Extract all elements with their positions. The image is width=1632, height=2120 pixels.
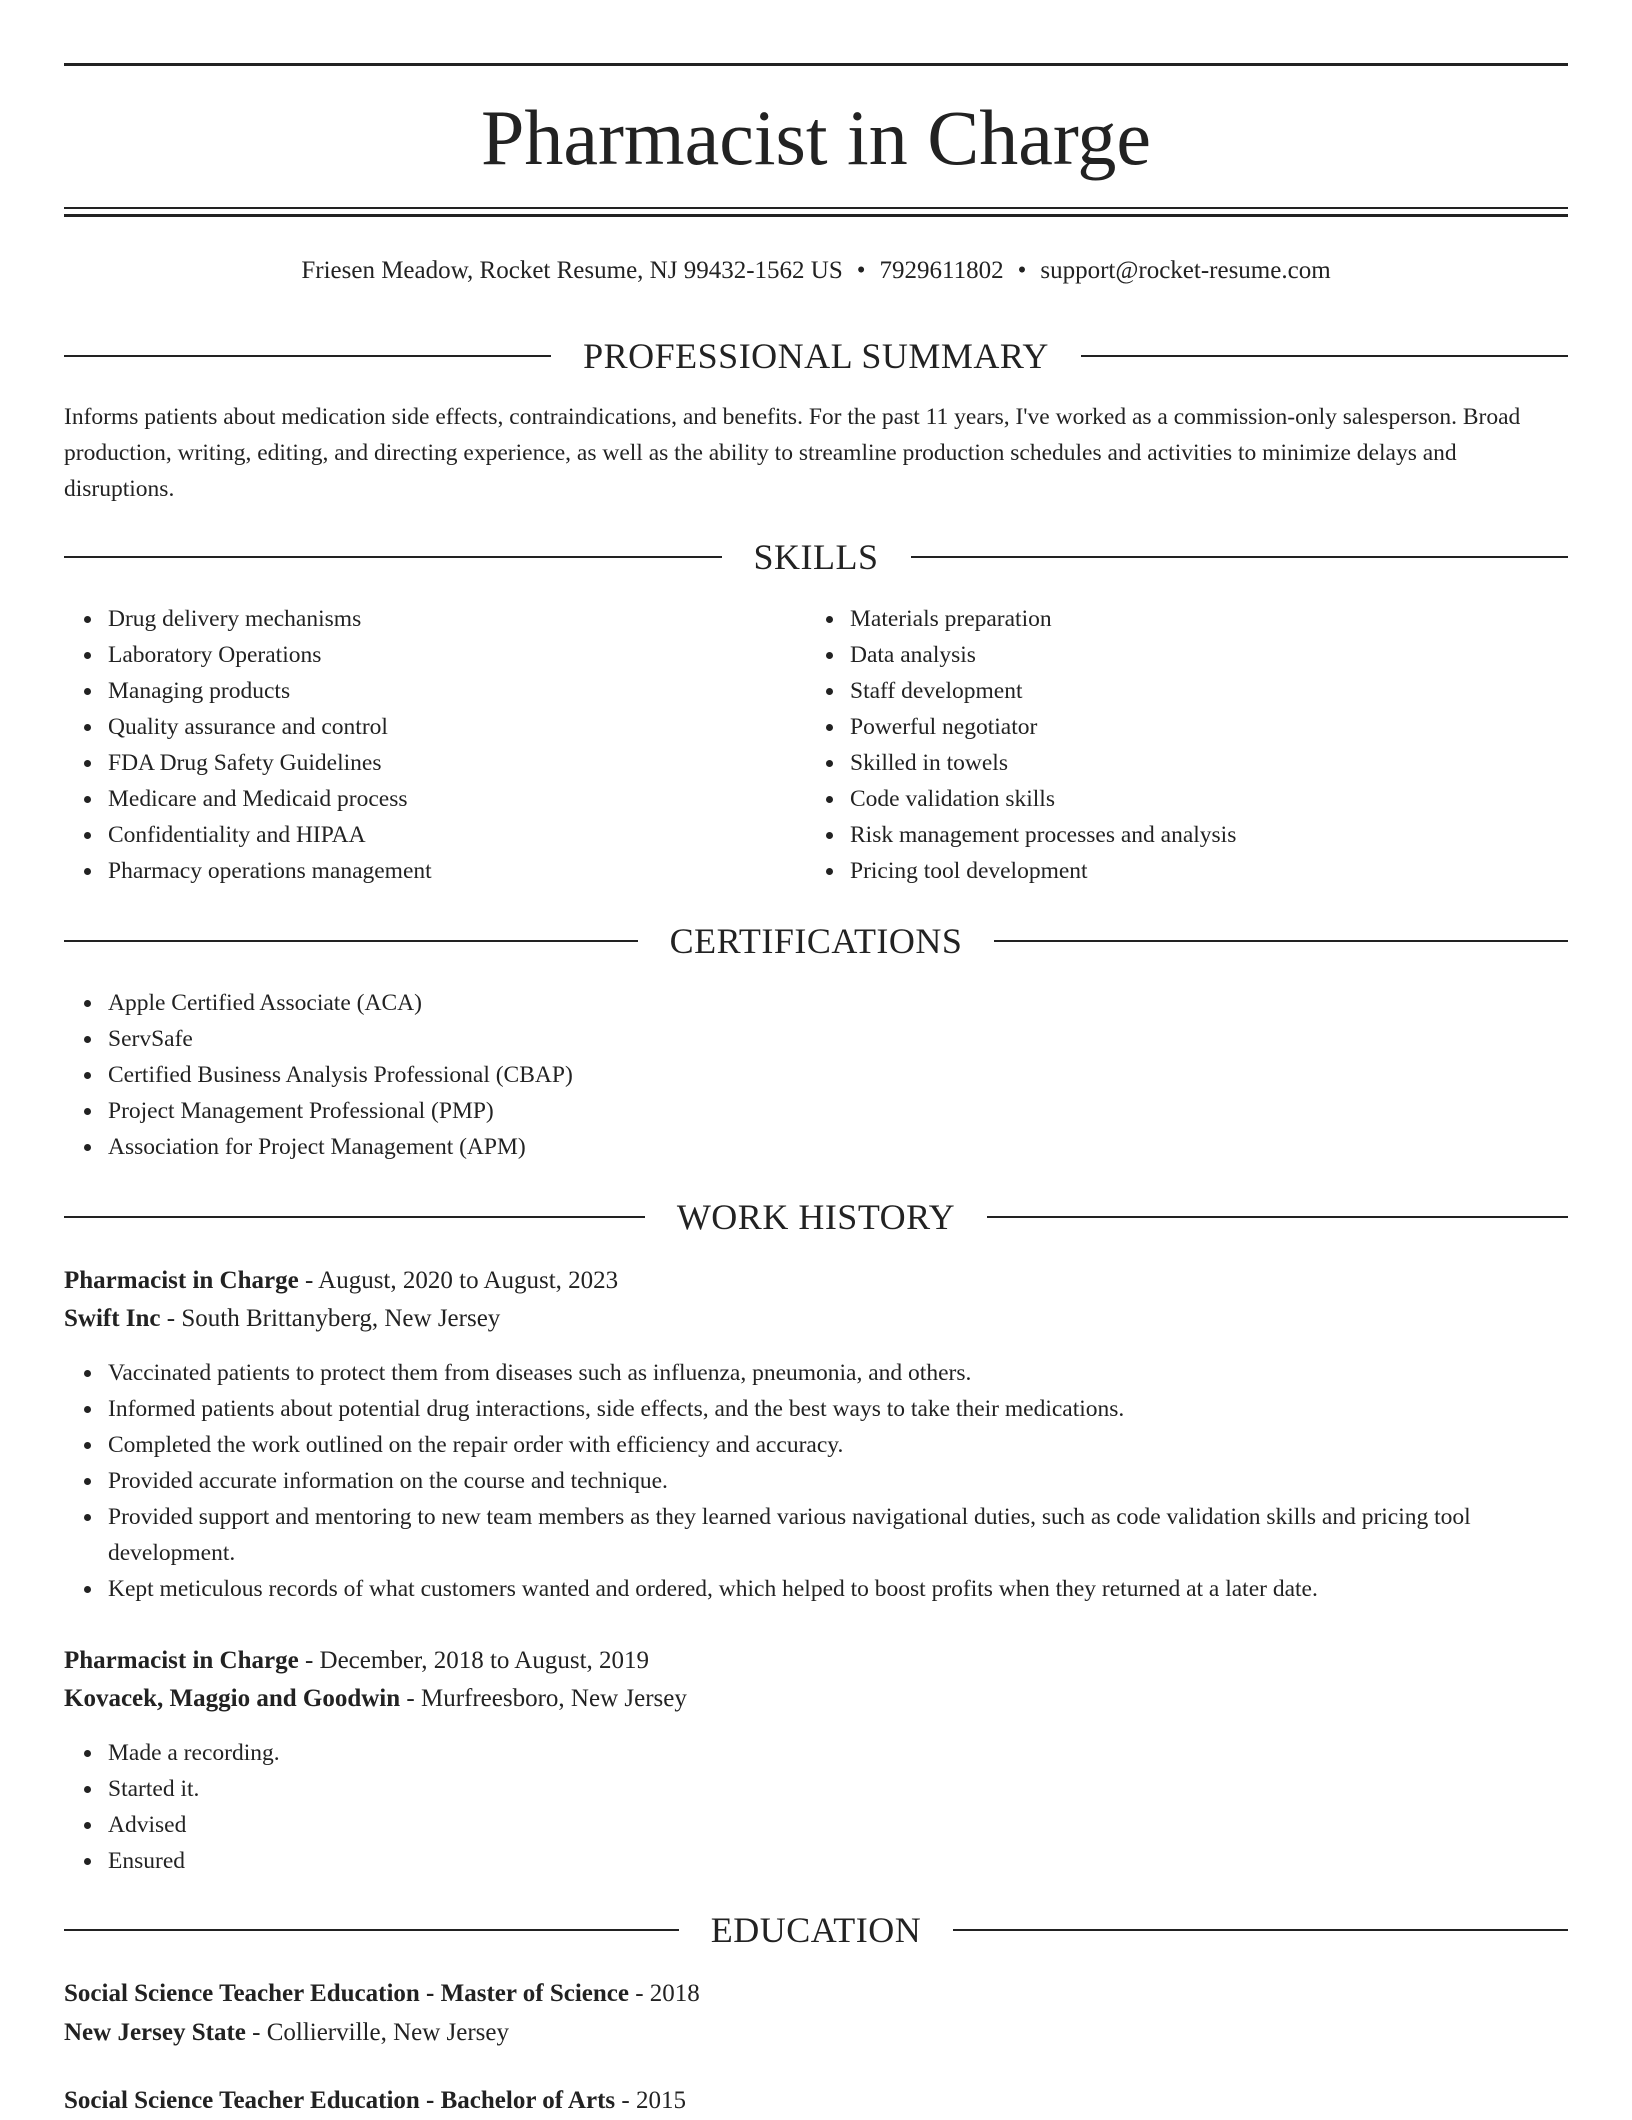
education-degree-line [64,2082,1568,2120]
skill-item: Drug delivery mechanisms [108,601,808,637]
contact-email[interactable]: support@rocket-resume.com [1040,257,1331,284]
job-bullet: Ensured [108,1843,1568,1879]
job-dates: - August, 2020 to August, 2023 [298,1267,619,1294]
heading-rule [1081,355,1568,357]
section-heading-summary [64,334,1568,378]
heading-rule [987,1216,1568,1218]
section-heading-education [64,1908,1568,1952]
job-company-line [64,1680,1568,1718]
job-title-line [64,1642,1568,1680]
summary-text: Informs patients about medication side effects, contraindications, and benefits. For the past 11 years, I've worked as a commission-only salesperson. Broad production, writing, editing, and directing experience, as well as the ability to streamline production schedules and activities to minimize delays and disruptions. [64,404,1521,502]
resume-title: Pharmacist in Charge [480,94,1152,181]
job-bullet: Informed patients about potential drug interactions, side effects, and the best ways to take their medications. [108,1391,1568,1427]
section-title: PROFESSIONAL SUMMARY [583,336,1049,376]
skill-item: Medicare and Medicaid process [108,781,808,817]
skill-item: Managing products [108,673,808,709]
skill-item: Powerful negotiator [850,709,1600,745]
education-location: - Collierville, New Jersey [245,2019,509,2046]
certification-item: Certified Business Analysis Professional (CBAP) [108,1057,1508,1093]
certification-item: Association for Project Management (APM) [108,1129,1508,1165]
section-heading-certifications [64,919,1568,963]
heading-rule [64,355,551,357]
contact-phone: 7929611802 [879,257,1004,284]
skill-item: Laboratory Operations [108,637,808,673]
section-title: SKILLS [753,537,879,577]
job-bullet: Provided support and mentoring to new team members as they learned various navigational duties, such as code validation skills and pricing tool development. [108,1499,1568,1571]
job-company: Swift Inc [64,1305,161,1332]
contact-address: Friesen Meadow, Rocket Resume, NJ 99432-1562 US [301,257,843,284]
certification-item: Project Management Professional (PMP) [108,1093,1508,1129]
skill-item: Pricing tool development [850,853,1600,889]
top-rule [64,63,1568,66]
certifications-list [64,985,1508,1165]
job-bullet: Made a recording. [108,1735,1568,1771]
heading-rule [911,556,1569,558]
job-location: - Murfreesboro, New Jersey [400,1685,687,1712]
skill-item: Data analysis [850,637,1600,673]
certification-item: ServSafe [108,1021,1508,1057]
section-heading-work-history [64,1195,1568,1239]
education-year: - 2018 [628,1980,700,2007]
job-dates: - December, 2018 to August, 2019 [298,1647,650,1674]
skill-item: Quality assurance and control [108,709,808,745]
heading-rule [994,940,1568,942]
heading-rule [64,1216,645,1218]
job-title: Pharmacist in Charge [64,1267,299,1294]
education-school-line [64,2014,1568,2052]
job-bullet: Advised [108,1807,1568,1843]
job-bullet: Started it. [108,1771,1568,1807]
skill-item: Materials preparation [850,601,1600,637]
job-title-line [64,1262,1568,1300]
skill-item: Pharmacy operations management [108,853,808,889]
section-title: EDUCATION [710,1910,922,1950]
education-school: New Jersey State [64,2019,246,2046]
section-title: WORK HISTORY [676,1197,956,1237]
job-location: - South Brittanyberg, New Jersey [160,1305,501,1332]
skills-list-right [806,601,1600,889]
skill-item: Code validation skills [850,781,1600,817]
heading-rule [64,940,638,942]
job-title: Pharmacist in Charge [64,1647,299,1674]
skills-list-left [64,601,808,889]
contact-separator: • [856,257,866,284]
section-title: CERTIFICATIONS [669,921,963,961]
title-double-rule [64,207,1568,217]
job-bullets [64,1355,1568,1607]
job-company: Kovacek, Maggio and Goodwin [64,1685,401,1712]
education-degree: Social Science Teacher Education - Bachelor of Arts [64,2087,616,2114]
skill-item: FDA Drug Safety Guidelines [108,745,808,781]
job-bullet: Completed the work outlined on the repair order with efficiency and accuracy. [108,1427,1568,1463]
job-bullet: Kept meticulous records of what customers wanted and ordered, which helped to boost profits when they returned at a later date. [108,1571,1568,1607]
heading-rule [64,1929,679,1931]
heading-rule [64,556,722,558]
contact-separator: • [1017,257,1027,284]
heading-rule [953,1929,1568,1931]
certification-item: Apple Certified Associate (ACA) [108,985,1508,1021]
education-degree: Social Science Teacher Education - Master of Science [64,1980,629,2007]
job-company-line [64,1300,1568,1338]
skill-item: Staff development [850,673,1600,709]
job-bullets [64,1735,1568,1879]
education-degree-line [64,1975,1568,2013]
job-bullet: Provided accurate information on the course and technique. [108,1463,1568,1499]
section-heading-skills [64,535,1568,579]
job-bullet: Vaccinated patients to protect them from diseases such as influenza, pneumonia, and others. [108,1355,1568,1391]
contact-line [64,254,1568,288]
skill-item: Confidentiality and HIPAA [108,817,808,853]
skill-item: Risk management processes and analysis [850,817,1600,853]
skill-item: Skilled in towels [850,745,1600,781]
education-year: - 2015 [615,2087,686,2114]
